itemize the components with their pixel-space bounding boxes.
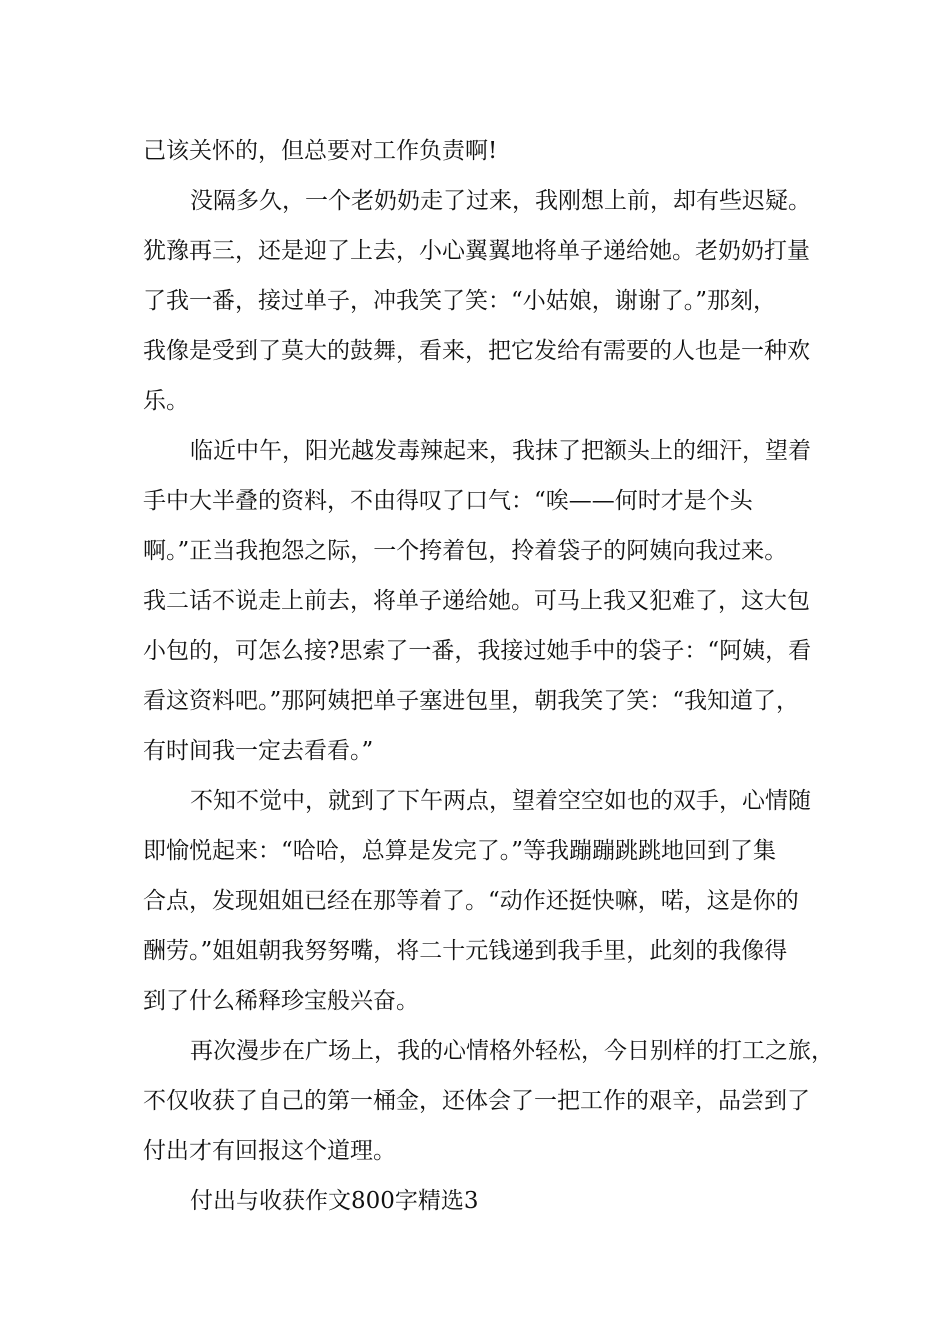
text-line: 了我一番，接过单子，冲我笑了笑：“小姑娘，谢谢了。”那刻， — [143, 288, 777, 314]
paragraph-start-line: 临近中午，阳光越发毒辣起来，我抹了把额头上的细汗，望着 — [190, 438, 811, 464]
text-line: 付出才有回报这个道理。 — [143, 1138, 396, 1164]
text-line: 即愉悦起来：“哈哈，总算是发完了。”等我蹦蹦跳跳地回到了集 — [143, 838, 777, 864]
text-line: 酬劳。”姐姐朝我努努嘴，将二十元钱递到我手里，此刻的我像得 — [143, 938, 788, 964]
text-line: 我像是受到了莫大的鼓舞，看来，把它发给有需要的人也是一种欢 — [143, 338, 810, 364]
text-line: 己该关怀的，但总要对工作负责啊! — [143, 138, 498, 164]
text-line: 啊。”正当我抱怨之际，一个挎着包，拎着袋子的阿姨向我过来。 — [143, 538, 788, 564]
text-line: 我二话不说走上前去，将单子递给她。可马上我又犯难了，这大包 — [143, 588, 810, 614]
section-heading: 付出与收获作文800字精选3 — [190, 1188, 479, 1214]
text-line: 手中大半叠的资料，不由得叹了口气：“唉——何时才是个头 — [143, 488, 753, 514]
text-line: 有时间我一定去看看。” — [143, 738, 374, 764]
text-line: 小包的，可怎么接?思索了一番，我接过她手中的袋子：“阿姨，看 — [143, 638, 812, 664]
text-line: 看这资料吧。”那阿姨把单子塞进包里，朝我笑了笑：“我知道了， — [143, 688, 800, 714]
text-line: 乐。 — [143, 388, 189, 414]
text-line: 合点，发现姐姐已经在那等着了。“动作还挺快嘛，喏，这是你的 — [143, 888, 799, 914]
text-line: 到了什么稀释珍宝般兴奋。 — [143, 988, 419, 1014]
paragraph-start-line: 没隔多久，一个老奶奶走了过来，我刚想上前，却有些迟疑。 — [190, 188, 811, 214]
text-line: 不仅收获了自己的第一桶金，还体会了一把工作的艰辛，品尝到了 — [143, 1088, 810, 1114]
text-line: 犹豫再三，还是迎了上去，小心翼翼地将单子递给她。老奶奶打量 — [143, 238, 810, 264]
paragraph-start-line: 不知不觉中，就到了下午两点，望着空空如也的双手，心情随 — [190, 788, 811, 814]
paragraph-start-line: 再次漫步在广场上，我的心情格外轻松，今日别样的打工之旅， — [190, 1038, 834, 1064]
